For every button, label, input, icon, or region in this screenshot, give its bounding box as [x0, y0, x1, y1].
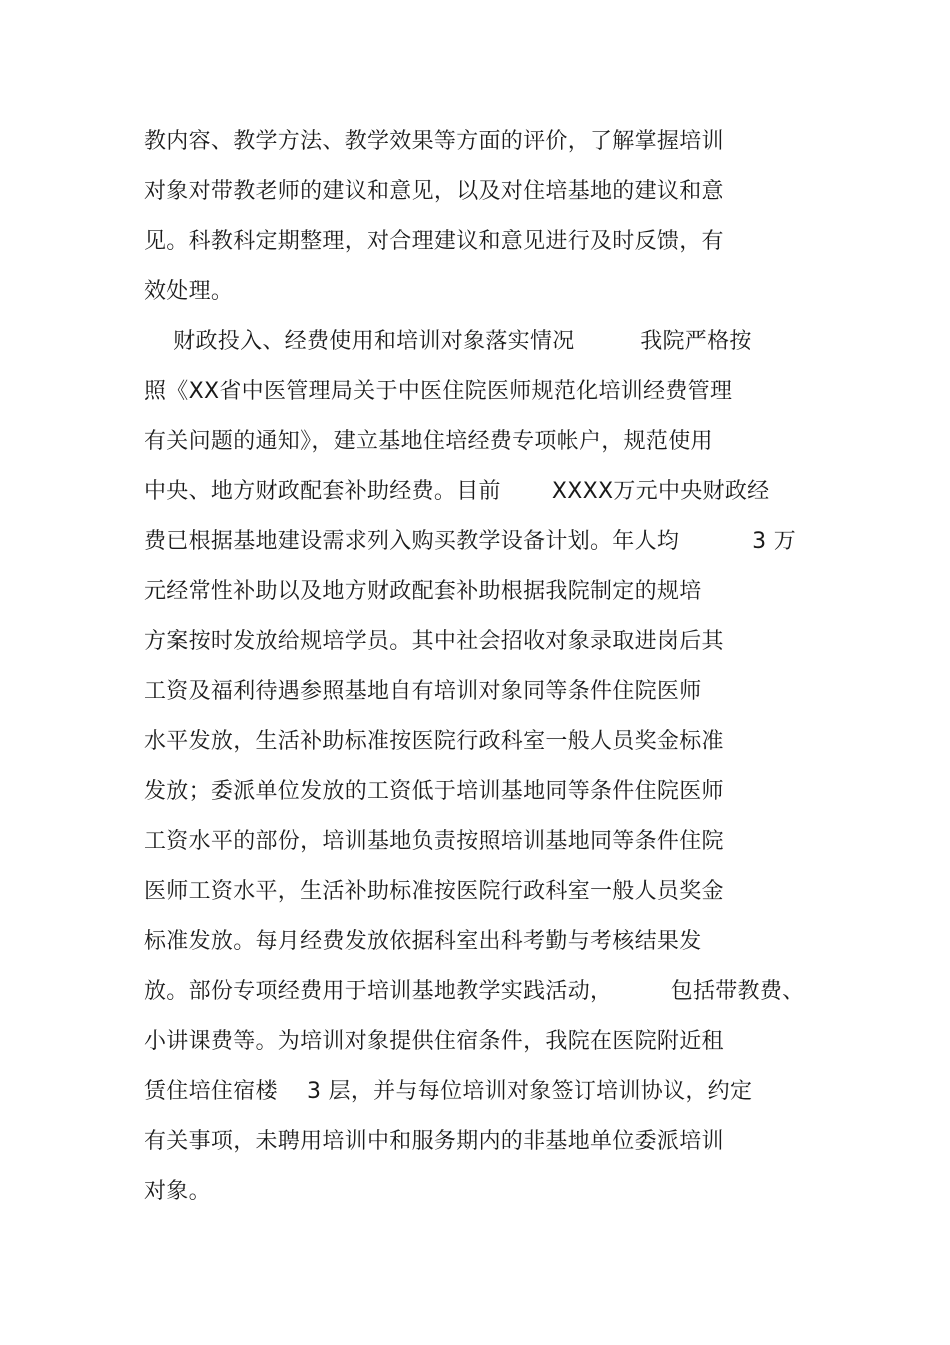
- text-line: 赁住培住宿楼 3 层，并与每位培训对象签订培训协议，约定: [144, 1079, 753, 1104]
- text-line: 发放；委派单位发放的工资低于培训基地同等条件住院医师: [144, 779, 724, 804]
- text-line: 水平发放，生活补助标准按医院行政科室一般人员奖金标准: [144, 729, 724, 754]
- text-line: 对象对带教老师的建议和意见，以及对住培基地的建议和意: [144, 179, 724, 204]
- text-line: 工资及福利待遇参照基地自有培训对象同等条件住院医师: [144, 679, 702, 704]
- text-line: 中央、地方财政配套补助经费。目前 XXXX万元中央财政经: [144, 479, 770, 504]
- text-line: 教内容、教学方法、教学效果等方面的评价，了解掌握培训: [144, 129, 724, 154]
- text-line: 照《XX省中医管理局关于中医住院医师规范化培训经费管理: [144, 379, 733, 404]
- text-line: 标准发放。每月经费发放依据科室出科考勤与考核结果发: [144, 929, 702, 954]
- text-line: 小讲课费等。为培训对象提供住宿条件，我院在医院附近租: [144, 1029, 724, 1054]
- text-line: 费已根据基地建设需求列入购买教学设备计划。年人均 3 万: [144, 529, 797, 554]
- text-line: 方案按时发放给规培学员。其中社会招收对象录取进岗后其: [144, 629, 724, 654]
- text-line: 对象。: [144, 1179, 211, 1204]
- text-line: 有关事项，未聘用培训中和服务期内的非基地单位委派培训: [144, 1129, 724, 1154]
- section-heading-line: 财政投入、经费使用和培训对象落实情况 我院严格按: [144, 329, 752, 354]
- text-line: 效处理。: [144, 279, 234, 304]
- text-line: 工资水平的部份，培训基地负责按照培训基地同等条件住院: [144, 829, 724, 854]
- text-line: 医师工资水平，生活补助标准按医院行政科室一般人员奖金: [144, 879, 724, 904]
- text-line: 放。部份专项经费用于培训基地教学实践活动， 包括带教费、: [144, 979, 805, 1004]
- text-line: 见。科教科定期整理，对合理建议和意见进行及时反馈，有: [144, 229, 724, 254]
- text-line: 元经常性补助以及地方财政配套补助根据我院制定的规培: [144, 579, 702, 604]
- text-line: 有关问题的通知》，建立基地住培经费专项帐户，规范使用: [144, 429, 713, 454]
